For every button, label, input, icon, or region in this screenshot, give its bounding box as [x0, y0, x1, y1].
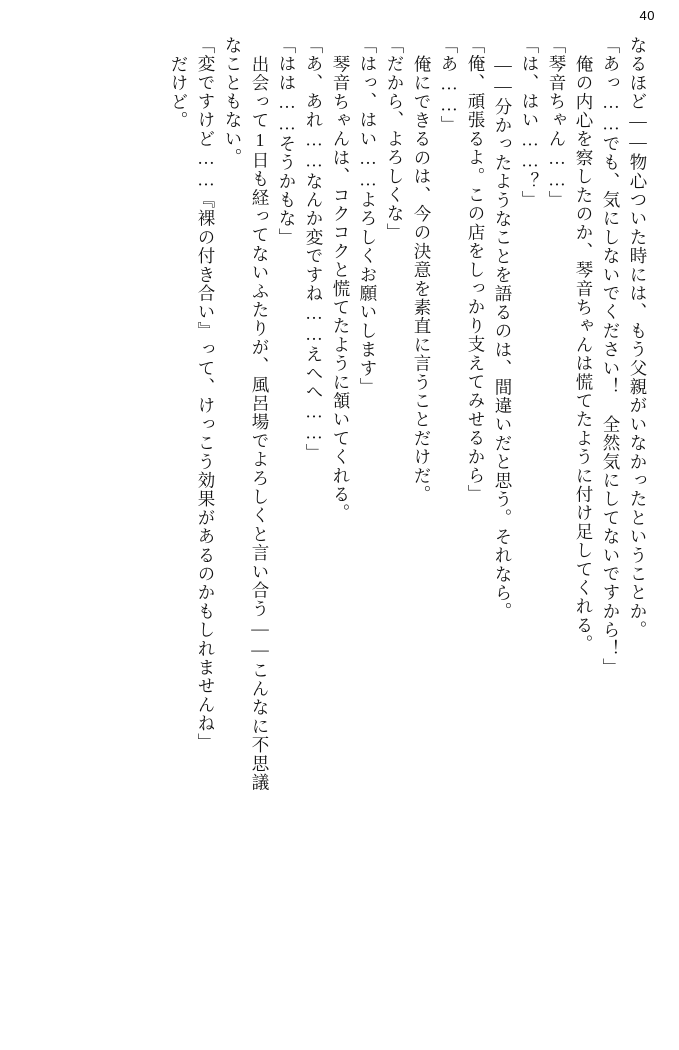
text-line: 出会って1日も経ってないふたりが、風呂場でよろしくと言い合う――こんなに不思議: [250, 55, 270, 792]
text-line: だけど。: [169, 55, 189, 130]
text-line: 俺の内心を察したのか、琴音ちゃんは慌てたように付け足してくれる。: [574, 55, 594, 654]
text-line: 「琴音ちゃん……」: [547, 36, 567, 210]
text-line: なこともない。: [223, 36, 243, 167]
text-line: 「は、はい……？」: [520, 36, 540, 210]
text-line: 「あっ……でも、気にしないでください！ 全然気にしてないですから！」: [601, 36, 621, 677]
text-line: 俺にできるのは、今の決意を素直に言うことだけだ。: [412, 55, 432, 504]
text-line: 「あ、あれ……なんか変ですね……えへへ……」: [304, 36, 324, 463]
page-number: 40: [639, 8, 655, 23]
text-line: 「俺、頑張るよ。この店をしっかり支えてみせるから」: [466, 36, 486, 504]
text-line: ――分かったようなことを語るのは、間違いだと思う。それなら。: [493, 55, 513, 621]
text-line: 「あ……」: [439, 36, 459, 135]
text-line: 「はっ、はい……よろしくお願いします」: [358, 36, 378, 397]
text-line: 「はは……そうかもな」: [277, 36, 297, 247]
text-line: 「だから、よろしくな」: [385, 36, 405, 242]
text-line: 琴音ちゃんは、コクコクと慌てたように頷いてくれる。: [331, 55, 351, 523]
text-line: なるほど――物心ついた時には、もう父親がいなかったということか。: [628, 36, 648, 640]
vertical-text-body: [28, 36, 651, 1020]
text-line: 「変ですけど……『裸の付き合い』って、けっこう効果があるのかもしれませんね」: [196, 36, 216, 752]
